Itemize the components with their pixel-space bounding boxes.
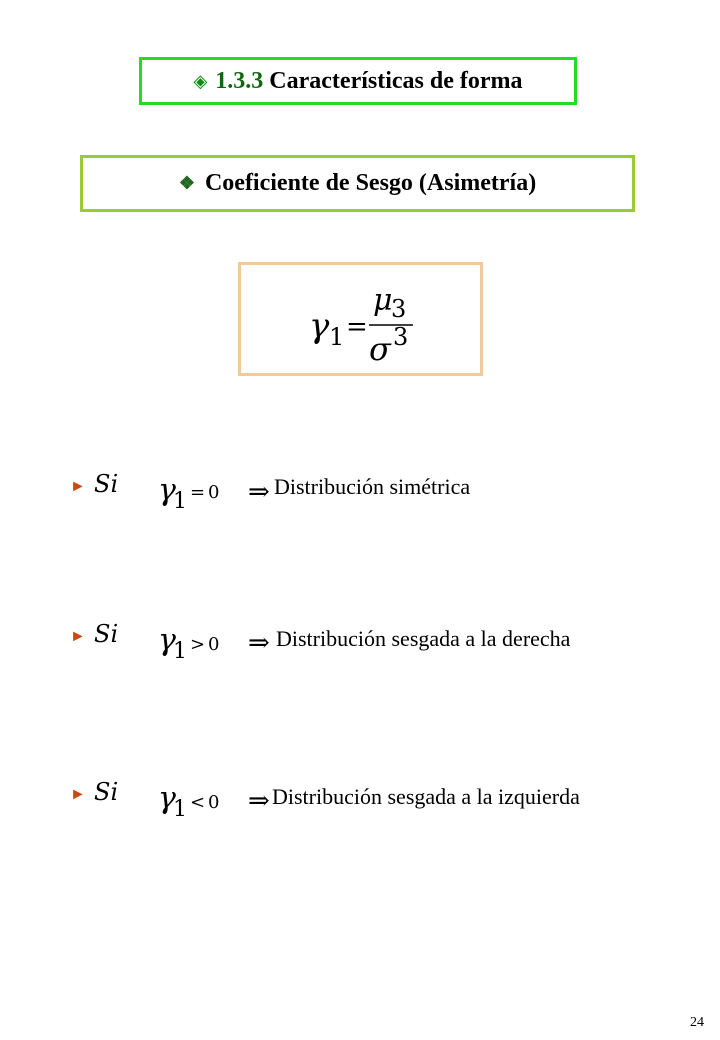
formula-numerator-subscript: 3	[391, 295, 407, 323]
implies-arrow: ⇒	[248, 786, 270, 816]
subsection-heading-box	[80, 155, 635, 212]
case-row-right-skew	[70, 620, 690, 660]
case-row-left-skew	[70, 778, 690, 818]
si-label: Si	[94, 470, 119, 498]
four-diamond-icon: ❖	[178, 173, 195, 193]
formula-lhs-subscript: 1	[329, 323, 345, 351]
implies-arrow: ⇒	[248, 628, 270, 658]
section-heading-box	[139, 57, 577, 105]
formula-denominator-exponent: 3	[393, 323, 409, 351]
skewness-formula	[241, 265, 481, 375]
formula-equals: =	[346, 312, 368, 342]
triangle-right-icon: ►	[70, 786, 86, 803]
triangle-right-icon: ►	[70, 478, 86, 495]
subsection-title: Coeficiente de Sesgo (Asimetría)	[204, 170, 537, 196]
relation-value: 0	[208, 634, 220, 655]
gamma-subscript: 1	[173, 797, 187, 818]
gamma-subscript: 1	[173, 489, 187, 510]
relation-value: 0	[208, 792, 220, 813]
relation-value: 0	[208, 482, 220, 503]
relation-sign: >	[190, 634, 206, 655]
case-text: Distribución simétrica	[274, 474, 471, 499]
si-label: Si	[94, 620, 119, 648]
relation-sign: =	[190, 482, 206, 503]
triangle-right-icon: ►	[70, 628, 86, 645]
formula-box	[238, 262, 483, 376]
formula-numerator-symbol: μ	[373, 283, 393, 318]
gamma-symbol: γ	[158, 473, 176, 508]
page-number: 24	[690, 1015, 704, 1030]
si-label: Si	[94, 778, 119, 806]
diamond-icon: ◈	[193, 70, 208, 91]
case-text: Distribución sesgada a la derecha	[276, 626, 571, 651]
section-number: 1.3.3	[215, 67, 264, 94]
gamma-symbol: γ	[158, 623, 176, 658]
relation-sign: <	[190, 792, 206, 813]
implies-arrow: ⇒	[248, 477, 270, 507]
section-title: Características de forma	[269, 67, 523, 94]
gamma-subscript: 1	[173, 639, 187, 660]
formula-lhs-symbol: γ	[309, 306, 330, 346]
case-row-symmetric	[70, 470, 690, 510]
gamma-symbol: γ	[158, 781, 176, 816]
case-text: Distribución sesgada a la izquierda	[272, 784, 580, 809]
formula-denominator-symbol: σ	[369, 330, 391, 368]
